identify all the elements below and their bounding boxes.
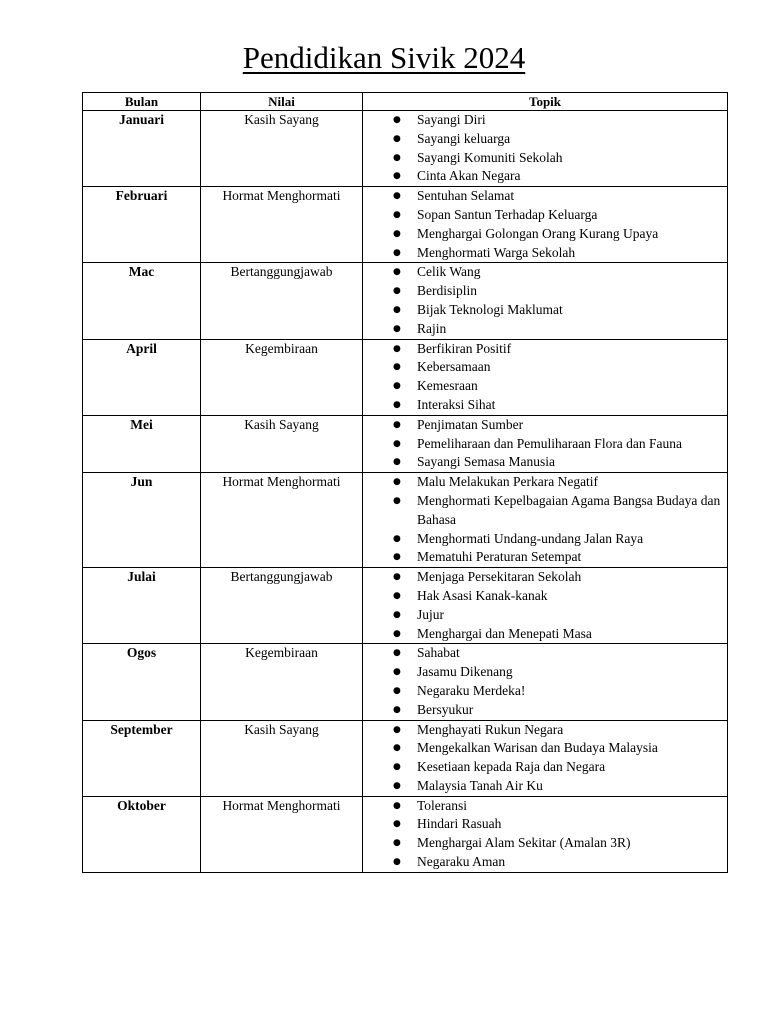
topic-item: ● Sayangi Diri xyxy=(363,111,727,130)
header-value: Nilai xyxy=(201,93,363,111)
table-header xyxy=(83,93,728,111)
topic-list xyxy=(363,797,727,872)
topic-item: ● Malaysia Tanah Air Ku xyxy=(363,777,727,796)
value-cell: Bertanggungjawab xyxy=(201,263,363,339)
month-cell: Mei xyxy=(83,415,201,472)
topic-item: ● Negaraku Aman xyxy=(363,853,727,872)
month-cell: April xyxy=(83,339,201,415)
table-row xyxy=(83,568,728,644)
month-cell: Oktober xyxy=(83,796,201,872)
topic-list xyxy=(363,416,727,472)
month-cell: Januari xyxy=(83,111,201,187)
topic-item: ● Kebersamaan xyxy=(363,358,727,377)
topic-item: ● Menghargai Alam Sekitar (Amalan 3R) xyxy=(363,834,727,853)
month-cell: September xyxy=(83,720,201,796)
table-row xyxy=(83,796,728,872)
table-row xyxy=(83,644,728,720)
month-cell: Mac xyxy=(83,263,201,339)
topic-item: ● Sopan Santun Terhadap Keluarga xyxy=(363,206,727,225)
header-month: Bulan xyxy=(83,93,201,111)
value-cell: Hormat Menghormati xyxy=(201,796,363,872)
topics-cell xyxy=(363,339,728,415)
topic-item: ● Interaksi Sihat xyxy=(363,396,727,415)
topic-item: ● Sayangi Komuniti Sekolah xyxy=(363,149,727,168)
topic-item: ● Toleransi xyxy=(363,797,727,816)
topics-cell xyxy=(363,263,728,339)
topic-item: ● Menghormati Kepelbagaian Agama Bangsa Budaya dan Bahasa xyxy=(363,492,727,530)
topic-item: ● Bersyukur xyxy=(363,701,727,720)
table-row xyxy=(83,415,728,472)
document-title: Pendidikan Sivik 2024 xyxy=(242,40,526,75)
month-cell: Ogos xyxy=(83,644,201,720)
topic-item: ● Menghormati Warga Sekolah xyxy=(363,244,727,263)
topic-list xyxy=(363,473,727,567)
table-row xyxy=(83,111,728,187)
table-row xyxy=(83,339,728,415)
table-row xyxy=(83,473,728,568)
table-row xyxy=(83,263,728,339)
table-row xyxy=(83,720,728,796)
topic-item: ● Menghargai dan Menepati Masa xyxy=(363,625,727,644)
value-cell: Kasih Sayang xyxy=(201,111,363,187)
topic-item: ● Jasamu Dikenang xyxy=(363,663,727,682)
value-cell: Kegembiraan xyxy=(201,339,363,415)
header-topics: Topik xyxy=(363,93,728,111)
topic-list xyxy=(363,644,727,719)
topic-list xyxy=(363,721,727,796)
topic-list xyxy=(363,568,727,643)
topics-cell xyxy=(363,187,728,263)
topic-item: ● Menghormati Undang-undang Jalan Raya xyxy=(363,530,727,549)
topic-item: ● Negaraku Merdeka! xyxy=(363,682,727,701)
month-cell: Februari xyxy=(83,187,201,263)
topic-item: ● Menjaga Persekitaran Sekolah xyxy=(363,568,727,587)
value-cell: Kasih Sayang xyxy=(201,720,363,796)
topic-item: ● Menghayati Rukun Negara xyxy=(363,721,727,740)
topic-item: ● Penjimatan Sumber xyxy=(363,416,727,435)
topics-cell xyxy=(363,415,728,472)
civics-schedule-table xyxy=(82,92,728,873)
topics-cell xyxy=(363,720,728,796)
topic-item: ● Berfikiran Positif xyxy=(363,340,727,359)
topic-item: ● Pemeliharaan dan Pemuliharaan Flora dan Fauna xyxy=(363,435,727,454)
topic-item: ● Sahabat xyxy=(363,644,727,663)
value-cell: Kegembiraan xyxy=(201,644,363,720)
topic-item: ● Sayangi Semasa Manusia xyxy=(363,453,727,472)
topic-item: ● Menghargai Golongan Orang Kurang Upaya xyxy=(363,225,727,244)
topic-list xyxy=(363,111,727,186)
topic-item: ● Jujur xyxy=(363,606,727,625)
topics-cell xyxy=(363,568,728,644)
topic-item: ● Mengekalkan Warisan dan Budaya Malaysia xyxy=(363,739,727,758)
topic-list xyxy=(363,340,727,415)
topic-list xyxy=(363,187,727,262)
topic-item: ● Hak Asasi Kanak-kanak xyxy=(363,587,727,606)
topic-item: ● Rajin xyxy=(363,320,727,339)
table-body xyxy=(83,111,728,873)
value-cell: Kasih Sayang xyxy=(201,415,363,472)
topics-cell xyxy=(363,473,728,568)
topic-item: ● Sayangi keluarga xyxy=(363,130,727,149)
value-cell: Bertanggungjawab xyxy=(201,568,363,644)
topics-cell xyxy=(363,796,728,872)
topic-item: ● Hindari Rasuah xyxy=(363,815,727,834)
topic-item: ● Bijak Teknologi Maklumat xyxy=(363,301,727,320)
topic-item: ● Sentuhan Selamat xyxy=(363,187,727,206)
topic-item: ● Kesetiaan kepada Raja dan Negara xyxy=(363,758,727,777)
topic-item: ● Malu Melakukan Perkara Negatif xyxy=(363,473,727,492)
value-cell: Hormat Menghormati xyxy=(201,187,363,263)
topic-item: ● Kemesraan xyxy=(363,377,727,396)
topic-list xyxy=(363,263,727,338)
topic-item: ● Berdisiplin xyxy=(363,282,727,301)
topics-cell xyxy=(363,111,728,187)
topic-item: ● Mematuhi Peraturan Setempat xyxy=(363,548,727,567)
month-cell: Jun xyxy=(83,473,201,568)
value-cell: Hormat Menghormati xyxy=(201,473,363,568)
table-row xyxy=(83,187,728,263)
header-row xyxy=(83,93,728,111)
month-cell: Julai xyxy=(83,568,201,644)
topic-item: ● Cinta Akan Negara xyxy=(363,167,727,186)
topic-item: ● Celik Wang xyxy=(363,263,727,282)
topics-cell xyxy=(363,644,728,720)
